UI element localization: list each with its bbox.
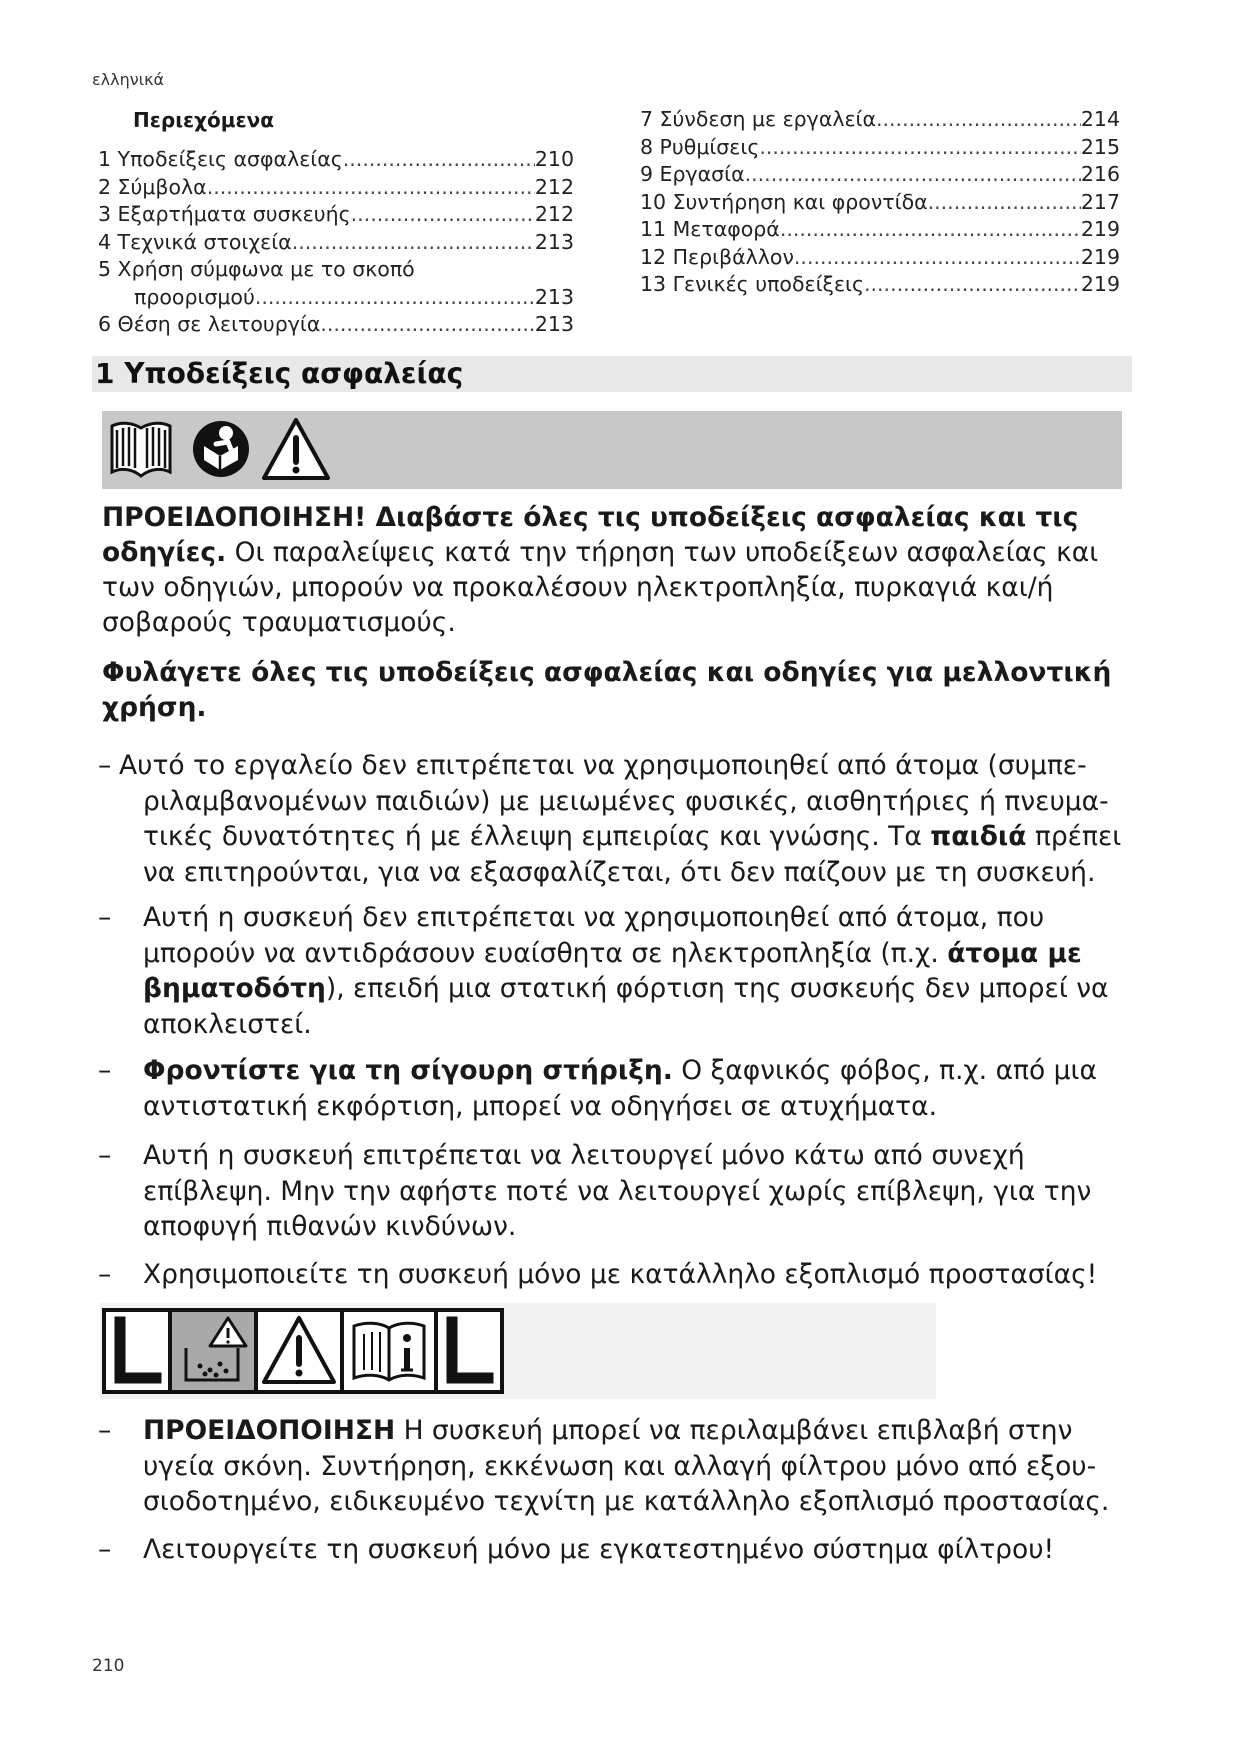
toc-title: Περιεχόμενα bbox=[133, 108, 274, 132]
toc-entry[interactable]: 12 Περιβάλλον ..... 219 bbox=[640, 244, 1120, 272]
bullet-item: – Αυτή η συσκευή επιτρέπεται να λειτουργεί μόνο κάτω από συνεχή επίβλεψη. Μην την αφήστε ποτέ να λειτουργεί χωρίς επίβλεψη, για την αποφυγή πιθανών κινδύνων. bbox=[98, 1140, 1092, 1242]
bullet-item: – Αυτή η συσκευή δεν επιτρέπεται να χρησιμοποιηθεί από άτομα, που μπορούν να αντιδράσουν ευαίσθητα σε ηλεκτροπληξία (π.χ. άτομα με βηματοδότη), επειδή μια στατική φόρτιση της συσκευής δεν μπορεί να αποκλειστεί. bbox=[98, 902, 1109, 1040]
page-number: 210 bbox=[92, 1656, 125, 1676]
toc-entry[interactable]: 6 Θέση σε λειτουργία ..... 213 bbox=[98, 311, 574, 339]
dust-class-L-icon bbox=[436, 1310, 502, 1392]
toc-entry[interactable]: 13 Γενικές υποδείξεις ..... 219 bbox=[640, 271, 1120, 299]
keep-instructions-note: Φυλάγετε όλες τις υποδείξεις ασφαλείας και οδηγίες για μελλοντική χρήση. bbox=[102, 657, 1112, 723]
section-title: 1 Υποδείξεις ασφαλείας bbox=[95, 357, 464, 390]
bullet-item: – Λειτουργείτε τη συσκευή μόνο με εγκατεστημένο σύστημα φίλτρου! bbox=[98, 1534, 1055, 1565]
bullet-item: – ΠΡΟΕΙΔΟΠΟΙΗΣΗ Η συσκευή μπορεί να περιλαμβάνει επιβλαβή στην υγεία σκόνη. Συντήρηση, εκκένωση και αλλαγή φίλτρου μόνο από εξου-σιοδοτημένο, ειδικευμένο τεχνίτη με κατάλληλο εξοπλισμό προστασίας. bbox=[98, 1415, 1110, 1517]
dust-class-L-icon bbox=[104, 1310, 170, 1392]
language-label: ελληνικά bbox=[92, 70, 165, 89]
toc-left-column bbox=[98, 146, 574, 339]
bullet-item: – Φροντίστε για τη σίγουρη στήριξη. Ο ξαφνικός φόβος, π.χ. από μια αντιστατική εκφόρτιση, μπορεί να οδηγήσει σε ατυχήματα. bbox=[98, 1055, 1097, 1122]
toc-entry-continued[interactable]: προορισμού ..... 213 bbox=[98, 284, 574, 312]
warning-triangle-icon bbox=[260, 416, 332, 482]
section-heading-bar bbox=[92, 356, 1132, 392]
read-instructions-person-icon bbox=[188, 416, 254, 482]
toc-entry[interactable]: 2 Σύμβολα ..... 212 bbox=[98, 174, 574, 202]
read-manual-info-icon bbox=[342, 1310, 436, 1392]
toc-right-column bbox=[640, 106, 1120, 299]
bullet-item: – Αυτό το εργαλείο δεν επιτρέπεται να χρησιμοποιηθεί από άτομα (συμπε-ριλαμβανομένων παιδιών) με μειωμένες φυσικές, αισθητήριες ή πνευμα-τικές δυνατότητες ή με έλλειψη εμπειρίας και γνώσης. Τα παιδιά πρέπει να επιτηρούνται, για να εξασφαλίζεται, ότι δεν παίζουν με τη συσκευή. bbox=[98, 750, 1122, 888]
warning-triangle-icon bbox=[256, 1310, 342, 1392]
bullet-item: – Χρησιμοποιείτε τη συσκευή μόνο με κατάλληλο εξοπλισμό προστασίας! bbox=[98, 1259, 1098, 1290]
toc-entry[interactable]: 7 Σύνδεση με εργαλεία ..... 214 bbox=[640, 106, 1120, 134]
toc-entry[interactable]: 11 Μεταφορά ..... 219 bbox=[640, 216, 1120, 244]
toc-entry[interactable]: 10 Συντήρηση και φροντίδα ..... 217 bbox=[640, 189, 1120, 217]
toc-entry[interactable]: 4 Τεχνικά στοιχεία ..... 213 bbox=[98, 229, 574, 257]
toc-entry[interactable]: 1 Υποδείξεις ασφαλείας ..... 210 bbox=[98, 146, 574, 174]
toc-entry[interactable]: 5 Χρήση σύμφωνα με το σκοπό bbox=[98, 257, 415, 281]
toc-entry[interactable]: 9 Εργασία ..... 216 bbox=[640, 161, 1120, 189]
warning-paragraph: ΠΡΟΕΙΔΟΠΟΙΗΣΗ! Διαβάστε όλες τις υποδείξεις ασφαλείας και τις οδηγίες. Οι παραλείψεις κατά την τήρηση των υποδείξεων ασφαλείας και των οδηγιών, μπορούν να προκαλέσουν ηλεκτροπληξία, πυρκαγιά και/ή σοβαρούς τραυματισμούς. bbox=[102, 502, 1099, 638]
hazardous-dust-icon bbox=[170, 1310, 256, 1392]
toc-entry[interactable]: 3 Εξαρτήματα συσκευής ..... 212 bbox=[98, 201, 574, 229]
toc-entry[interactable]: 8 Ρυθμίσεις ..... 215 bbox=[640, 134, 1120, 162]
safety-icon-bar bbox=[102, 411, 1122, 489]
read-manual-book-icon bbox=[106, 416, 176, 482]
symbol-strip bbox=[100, 1303, 936, 1399]
